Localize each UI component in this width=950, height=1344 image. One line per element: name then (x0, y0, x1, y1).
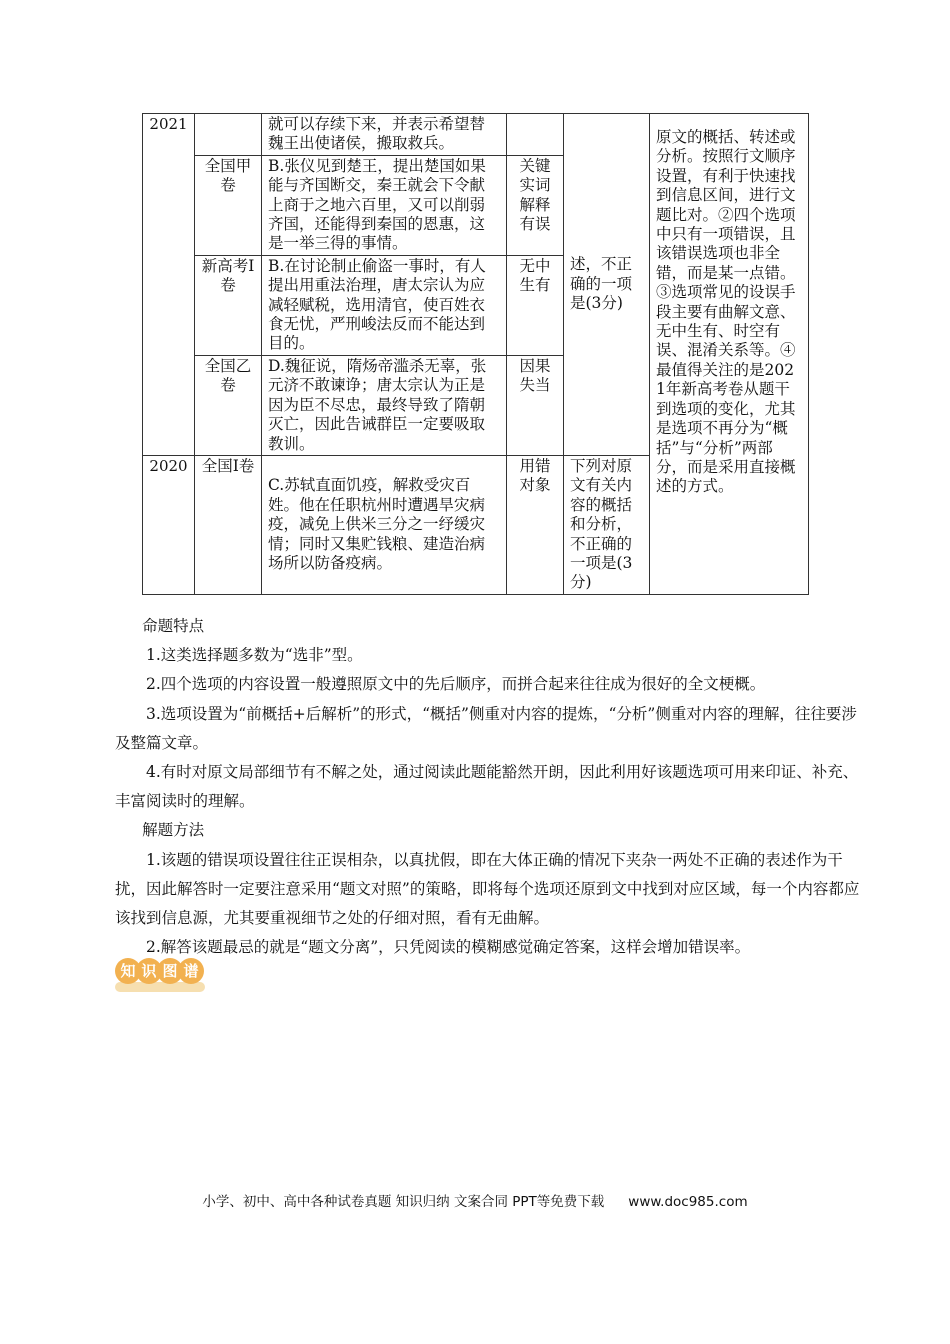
question-cell: 下列对原文有关内容的概括和分析，不正确的一项是(3分) (564, 455, 650, 594)
error-type-cell: 关键实词解释有误 (507, 155, 564, 255)
paragraph: 4.有时对原文局部细节有不解之处，通过阅读此题能豁然开朗，因此利用好该题选项可用来印证、补充、丰富阅读时的理解。 (115, 763, 859, 811)
exam-cell: 全国Ⅰ卷 (195, 455, 262, 594)
error-type-cell (507, 114, 564, 156)
knowledge-map-badge (115, 958, 205, 994)
footer-url[interactable]: www.doc985.com (628, 1194, 748, 1210)
section-heading: 命题特点 (142, 617, 205, 635)
article-body (115, 612, 867, 962)
option-cell: B.张仪见到楚王，提出楚国如果能与齐国断交，秦王就会下令献上商于之地六百里，又可以削弱齐国，还能得到秦国的恩惠，这是一举三得的事情。 (262, 155, 507, 255)
badge-char: 识 (136, 958, 162, 984)
exam-cell (195, 114, 262, 156)
year-cell: 2020 (143, 455, 195, 594)
question-cell: 述，不正确的一项是(3分) (564, 114, 650, 456)
paragraph: 2.四个选项的内容设置一般遵照原文中的先后顺序，而拼合起来往往成为很好的全文梗概。 (146, 675, 766, 694)
section-heading: 解题方法 (142, 821, 205, 840)
exam-cell: 全国甲卷 (195, 155, 262, 255)
paragraph: 1.该题的错误项设置往往正误相杂，以真扰假，即在大体正确的情况下夹杂一两处不正确的表述作为干扰，因此解答时一定要注意采用“题文对照”的策略，即将每个选项还原到文中找到对应区域，每一个内容都应该找到信息源，尤其要重视细节之处的仔细对照，看有无曲解。 (115, 850, 860, 928)
option-cell: C.苏轼直面饥疫，解救受灾百姓。他在任职杭州时遭遇旱灾病疫，减免上供米三分之一纾缓灾情；同时又集贮钱粮、建造治病场所以防备疫病。 (262, 455, 507, 594)
badge-char: 知 (115, 958, 141, 984)
exam-cell: 全国乙卷 (195, 355, 262, 455)
error-type-cell: 无中生有 (507, 255, 564, 355)
badge-char: 图 (157, 958, 183, 984)
paragraph: 2.解答该题最忌的就是“题文分离”，只凭阅读的模糊感觉确定答案，这样会增加错误率。 (146, 938, 751, 957)
error-type-cell: 用错对象 (507, 455, 564, 594)
badge-char: 谱 (178, 958, 204, 984)
paragraph: 3.选项设置为“前概括+后解析”的形式，“概括”侧重对内容的提炼，“分析”侧重对内容的理解，往往要涉及整篇文章。 (115, 704, 857, 752)
option-cell: D.魏征说，隋炀帝滥杀无辜，张元济不敢谏诤；唐太宗认为正是因为臣不尽忠，最终导致了隋朝灭亡，因此告诫群臣一定要吸取教训。 (262, 355, 507, 455)
option-cell: B.在讨论制止偷盗一事时，有人提出用重法治理，唐太宗认为应减轻赋税，选用清官，使百姓衣食无忧，严刑峻法反而不能达到目的。 (262, 255, 507, 355)
footer-text: 小学、初中、高中各种试卷真题 知识归纳 文案合同 PPT等免费下载 (202, 1194, 605, 1210)
notes-cell: 原文的概括、转述或分析。按照行文顺序设置，有利于快速找到信息区间，进行文题比对。②四个选项中只有一项错误，且该错误选项也非全错，而是某一点错。③选项常见的设误手段主要有曲解文意、无中生有、时空有误、混淆关系等。④最值得关注的是2021年新高考卷从题干到选项的变化，尤其是选项不再分为“概括”与“分析”两部分，而是采用直接概述的方式。 (650, 114, 809, 595)
year-cell: 2021 (143, 114, 195, 456)
footer (0, 1190, 950, 1210)
error-type-cell: 因果失当 (507, 355, 564, 455)
option-cell: 就可以存续下来，并表示希望替魏王出使诸侯，搬取救兵。 (262, 114, 507, 156)
paragraph: 1.这类选择题多数为“选非”型。 (146, 646, 363, 665)
table-row (143, 114, 809, 156)
exam-cell: 新高考Ⅰ卷 (195, 255, 262, 355)
exam-table (142, 113, 809, 595)
